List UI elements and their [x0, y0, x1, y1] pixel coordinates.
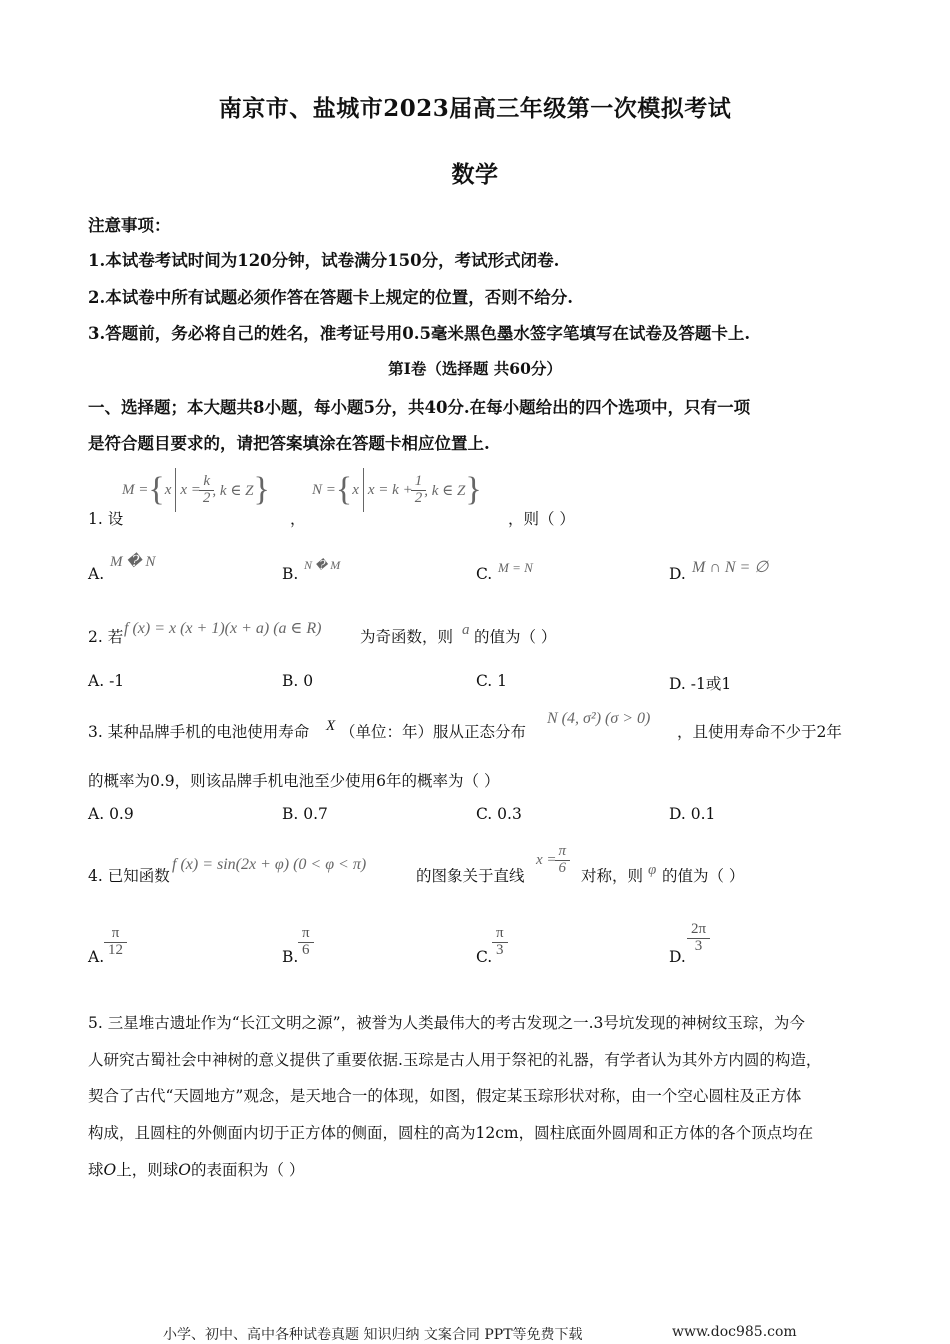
q5-line-4: 构成，且圆柱的外侧面内切于正方体的侧面，圆柱的高为12cm，圆柱底面外圆周和正方体的各个顶点均在	[88, 1124, 814, 1142]
q2-prefix: 2. 若	[88, 628, 124, 646]
notice-item-1: 1.本试卷考试时间为120分钟，试卷满分150分，考试形式闭卷.	[88, 251, 560, 270]
right-brace-icon: }	[465, 471, 482, 508]
option-label: D.	[669, 675, 686, 693]
footer-site[interactable]: www.doc985.com	[672, 1324, 797, 1340]
q4-mid2: 对称，则	[581, 867, 644, 885]
q1-prefix: 1. 设	[88, 510, 124, 528]
option-label: C.	[476, 805, 493, 823]
line-fraction	[557, 844, 569, 877]
q4-expr: f (x) = sin(2x + φ) (0 < φ < π)	[172, 856, 367, 873]
fraction-denominator: 6	[302, 941, 310, 958]
q5-var-o: O	[103, 1161, 117, 1179]
set-m-label: M =	[122, 481, 149, 498]
q5-line-5	[88, 1158, 304, 1180]
fraction-numerator: 1	[414, 472, 423, 489]
option-text: 0.9	[109, 805, 134, 823]
set-n-cond-tail: , k ∈ Z	[424, 482, 466, 499]
option-label: A.	[88, 805, 105, 823]
fraction-numerator: 2π	[691, 921, 707, 937]
q4-option-d-label: D.	[669, 948, 686, 966]
q2-option-d	[669, 672, 731, 694]
q2-suffix: 的值为（ ）	[474, 628, 557, 646]
left-brace-icon: {	[148, 471, 165, 508]
section1-line1: 一、选择题；本大题共8小题，每小题5分，共40分.在每小题给出的四个选项中，只有一项	[88, 398, 751, 417]
option-fraction	[689, 922, 708, 955]
q3-part1: 3. 某种品牌手机的电池使用寿命	[88, 723, 310, 741]
q2-expr: f (x) = x (x + 1)(x + a) (a ∈ R)	[124, 620, 322, 637]
option-text: 1	[497, 672, 508, 690]
q4-prefix: 4. 已知函数	[88, 867, 170, 885]
q5-last-a: 球	[88, 1161, 104, 1179]
notice-item-3: 3.答题前，务必将自己的姓名，准考证号用0.5毫米黑色墨水签字笔填写在试卷及答题卡上.	[88, 324, 751, 343]
q4-option-c-frac	[494, 926, 506, 959]
fraction-denominator: 3	[496, 941, 504, 958]
option-text: 0.3	[497, 805, 522, 823]
fraction-denominator: 2	[414, 489, 423, 506]
fraction-numerator: π	[558, 842, 567, 859]
divider	[175, 468, 176, 512]
q4-suffix: 的值为（ ）	[662, 867, 745, 885]
fraction-denominator: 6	[558, 859, 567, 876]
q3-option-b	[282, 805, 328, 823]
set-m-var: x	[164, 481, 172, 498]
set-n-fraction	[413, 474, 425, 507]
q2-mid: 为奇函数，则	[360, 628, 454, 646]
q3-option-c	[476, 805, 522, 823]
q1-option-c-label: C.	[476, 565, 493, 583]
set-m-fraction	[201, 474, 213, 507]
option-text: -1或1	[690, 675, 732, 693]
q4-option-a-label: A.	[88, 948, 105, 966]
q3-option-a	[88, 805, 134, 823]
section1-line2: 是符合题目要求的，请把答案填涂在答题卡相应位置上.	[88, 434, 490, 453]
q1-option-b-expr: N � M	[304, 558, 341, 572]
notice-item-2: 2.本试卷中所有试题必须作答在答题卡上规定的位置，否则不给分.	[88, 288, 573, 307]
q4-option-b-frac	[300, 926, 312, 959]
notice-heading: 注意事项：	[88, 216, 171, 235]
q2-var: a	[462, 622, 470, 638]
option-text: -1	[109, 672, 125, 690]
option-fraction	[106, 926, 125, 959]
q1-option-a-label: A.	[88, 565, 105, 583]
fraction-numerator: π	[302, 925, 310, 941]
q1-option-a-expr: M � N	[110, 554, 156, 570]
set-n-label: N =	[312, 481, 336, 498]
exam-title: 南京市、盐城市2023届高三年级第一次模拟考试	[218, 95, 732, 122]
q5-line-2: 人研究古蜀社会中神树的意义提供了重要依据.玉琮是古人用于祭祀的礼器，有学者认为其外方内圆的构造，	[88, 1051, 822, 1069]
q2-option-c	[476, 672, 507, 690]
fraction-numerator: π	[496, 925, 504, 941]
q1-comma: ，	[290, 510, 306, 528]
q1-option-d-label: D.	[669, 565, 686, 583]
q3-expr: N (4, σ²) (σ > 0)	[547, 710, 651, 727]
q4-option-b-label: B.	[282, 948, 299, 966]
set-n-var: x	[352, 481, 359, 498]
q5-last-b: 上，则球	[116, 1161, 179, 1179]
fraction-numerator: k	[203, 472, 210, 489]
option-fraction	[300, 926, 312, 959]
right-brace-icon: }	[253, 471, 270, 508]
set-m-cond: x =	[180, 481, 201, 498]
q3-var: X	[326, 718, 336, 734]
option-fraction	[494, 926, 506, 959]
left-brace-icon: {	[335, 471, 353, 508]
fraction-numerator: π	[111, 925, 120, 941]
fraction-denominator: 2	[202, 489, 211, 506]
q5-line-1: 5. 三星堆古遗址作为“长江文明之源”，被誉为人类最伟大的考古发现之一.3号坑发现的神树纹玉琮，为今	[88, 1014, 805, 1032]
q4-var: φ	[648, 862, 657, 878]
q1-option-b-label: B.	[282, 565, 299, 583]
line-lhs: x =	[536, 851, 557, 868]
q3-part2: （单位：年）服从正态分布	[340, 723, 527, 741]
q3-line2: 的概率为0.9，则该品牌手机电池至少使用6年的概率为（ ）	[88, 772, 500, 790]
q4-option-c-label: C.	[476, 948, 493, 966]
option-label: B.	[282, 672, 299, 690]
option-text: 0	[303, 672, 314, 690]
option-label: D.	[669, 805, 686, 823]
subject-title: 数学	[451, 161, 499, 188]
q1-suffix: ，则（ ）	[508, 510, 575, 528]
q4-mid: 的图象关于直线	[416, 867, 525, 885]
fraction-denominator: 12	[108, 941, 123, 958]
q2-option-b	[282, 672, 313, 690]
q5-var-o: O	[178, 1161, 191, 1179]
q2-option-a	[88, 672, 124, 690]
footer-text: 小学、初中、高中各种试卷真题 知识归纳 文案合同 PPT等免费下载	[163, 1327, 583, 1343]
set-n-cond: x = k +	[367, 481, 413, 498]
q4-option-d-frac	[689, 922, 708, 955]
q3-option-d	[669, 805, 715, 823]
q5-line-3: 契合了古代“天圆地方”观念，是天地合一的体现，如图，假定某玉琮形状对称，由一个空心圆柱及正方体	[88, 1087, 802, 1105]
option-text: 0.1	[690, 805, 716, 823]
option-text: 0.7	[303, 805, 328, 823]
option-label: A.	[88, 672, 105, 690]
part1-heading: 第Ⅰ卷（选择题 共60分）	[388, 359, 562, 378]
q4-option-a-frac	[106, 926, 125, 959]
q4-line	[536, 838, 568, 882]
option-label: B.	[282, 805, 299, 823]
q3-part3: ，且使用寿命不少于2年	[677, 723, 842, 741]
divider	[363, 468, 364, 512]
fraction-denominator: 3	[694, 937, 703, 954]
q5-last-c: 的表面积为（ ）	[190, 1161, 305, 1179]
set-m-cond-tail: , k ∈ Z	[212, 482, 254, 499]
q1-option-d-expr: M ∩ N = ∅	[692, 559, 769, 576]
q1-set-n	[312, 462, 482, 518]
option-label: C.	[476, 672, 493, 690]
q1-set-m	[122, 462, 270, 518]
q1-option-c-expr: M = N	[498, 560, 533, 575]
